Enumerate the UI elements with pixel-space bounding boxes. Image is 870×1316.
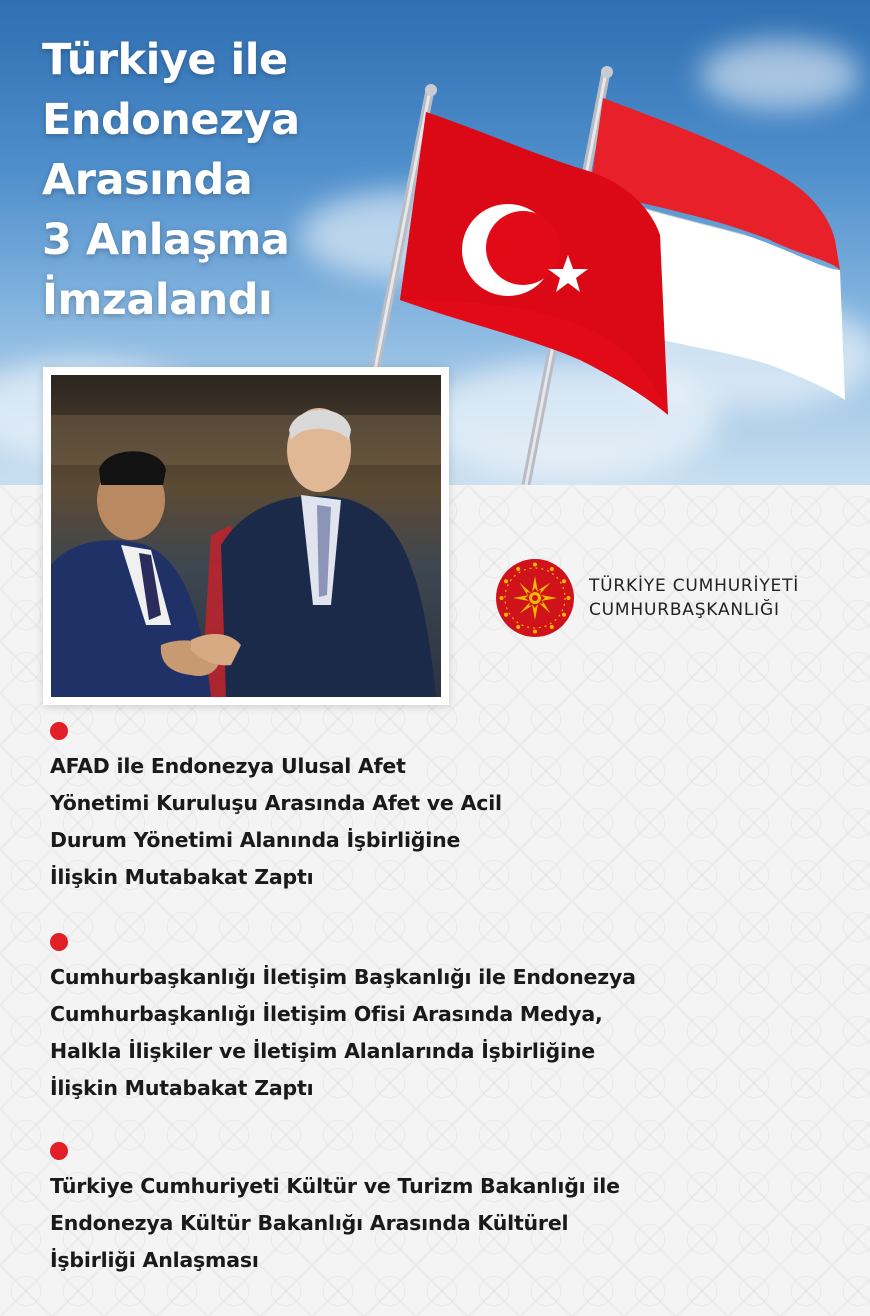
agreement-text	[50, 748, 710, 896]
red-dot-icon	[50, 722, 68, 740]
agreement-line: Türkiye Cumhuriyeti Kültür ve Turizm Bakanlığı ile	[50, 1174, 620, 1198]
leaders-handshake-photo	[51, 375, 441, 697]
headline-line: 3 Anlaşma	[42, 215, 290, 265]
agreement-line: Endonezya Kültür Bakanlığı Arasında Kültürel	[50, 1211, 569, 1235]
photo-frame	[43, 367, 449, 705]
agreement-line: İşbirliği Anlaşması	[50, 1248, 259, 1272]
agreement-line: Durum Yönetimi Alanında İşbirliğine	[50, 828, 461, 852]
agreement-line: İlişkin Mutabakat Zaptı	[50, 1076, 314, 1100]
headline-line: Arasında	[42, 155, 253, 205]
agreement-item	[50, 933, 710, 1107]
institution-name-line1: TÜRKİYE CUMHURİYETİ	[589, 576, 800, 596]
institution-logo	[495, 558, 825, 640]
red-dot-icon	[50, 1142, 68, 1160]
agreement-item	[50, 722, 710, 896]
agreement-text	[50, 959, 710, 1107]
headline-line: Türkiye ile	[42, 35, 288, 85]
agreement-item	[50, 1142, 710, 1279]
agreement-line: Halkla İlişkiler ve İletişim Alanlarında İşbirliğine	[50, 1039, 595, 1063]
agreement-line: AFAD ile Endonezya Ulusal Afet	[50, 754, 406, 778]
agreement-line: Yönetimi Kuruluşu Arasında Afet ve Acil	[50, 791, 502, 815]
headline-title	[42, 30, 402, 330]
red-dot-icon	[50, 933, 68, 951]
presidential-seal-icon	[495, 558, 575, 638]
headline-line: Endonezya	[42, 95, 300, 145]
agreement-line: İlişkin Mutabakat Zaptı	[50, 865, 314, 889]
headline-line: İmzalandı	[42, 275, 273, 325]
agreement-line: Cumhurbaşkanlığı İletişim Ofisi Arasında Medya,	[50, 1002, 603, 1026]
institution-name	[589, 574, 799, 622]
agreement-line: Cumhurbaşkanlığı İletişim Başkanlığı ile Endonezya	[50, 965, 636, 989]
institution-name-line2: CUMHURBAŞKANLIĞI	[589, 600, 780, 620]
agreement-text	[50, 1168, 710, 1279]
